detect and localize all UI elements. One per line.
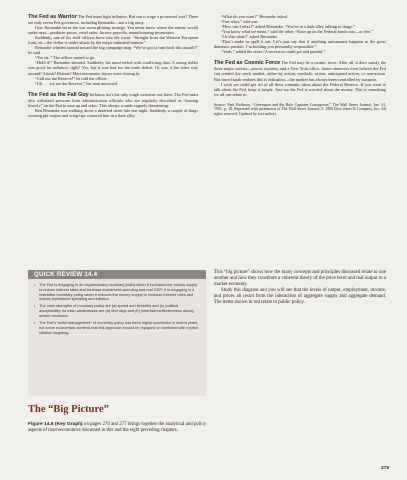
paragraph: “Just relax,” said one.	[221, 19, 259, 25]
paragraph: Study this diagram and you will see that the levels of output, employment, income, and prices all result from the interaction of aggregate supply and aggregate demand. The items shown in red relate to public policy.	[214, 287, 386, 305]
big-picture-explanation	[214, 270, 386, 305]
paragraph: The Fed as the Fall Guy Inflation isn’t the only tough customer out there. The Fed must also withstand pressure from administration officials who are regularly described as “leaning heavily” on the Fed to ease up and relax. This always sounds vaguely threatening:	[28, 91, 198, 108]
paragraph: Ben Bernanke was walking down a deserted street late one night. Suddenly, a couple of thugs wearing pin-stripes and wing-tips cornered him in a dark alley.	[28, 107, 198, 118]
big-picture-intro: Figure 14.6 (Key Graph) on pages 276 and 277 brings together the analytical and policy aspects of macroeconomics discussed in this and the eight preceding chapters.	[28, 422, 206, 433]
right-column	[214, 14, 386, 117]
paragraph: “How can I relax?” asked Bernanke. “You’re in a dark alley talking to thugs.”	[221, 24, 355, 30]
quick-review-box	[28, 270, 206, 396]
paragraph: I wish we could get rid of all these romantic ideas about the Federal Reserve. If you want to talk about the Fed, keep it simple. Just say the Fed is worried about the money. This is something we all can relate to.	[214, 81, 386, 97]
quick-review-list	[28, 279, 206, 335]
paragraph: The Fed as Cosmic Force The Fed may be a cosmic force. After all, it does satisfy the three major criteria—power, mystery, and a New York office. Some observers even believe the Fed can control the stock market, either by action, symbolic action, anticipated action, or non-action. But since Isaiah realizes this is ridiculous—the market has always been controlled by sunspots.	[214, 60, 387, 82]
section-title: The “Big Picture”	[28, 404, 109, 415]
left-column	[28, 14, 198, 118]
section-heading: The Fed as the Fall Guy	[28, 91, 89, 98]
quick-review-item: • The main strengths of monetary policy are (a) speed and flexibility and (b) political acceptability; its main weaknesses are (a) time lags and (b) potential ineffectiveness during severe recession.	[34, 304, 194, 318]
paragraph: The Fed as Warrior The Fed must fight inflation. But can it wage a protracted war? There are only seven Fed governors, including Bernanke—not a big army.	[28, 14, 198, 26]
paragraph: “What do you want?” Bernanke asked.	[221, 14, 288, 19]
figure-reference[interactable]: Figure 14.6 (Key Graph)	[28, 422, 83, 427]
paragraph: Bernanke whirled around toward the big campaign map. “We’ve got to turn back this assault!” he said.	[28, 45, 198, 56]
paragraph: “Don’t make us spell it out. Let’s just say that if anything unfortunate happens to the gross domestic product, I’m holding you personally responsible.”	[214, 39, 386, 50]
bullet-icon: •	[34, 283, 36, 287]
paragraph: This “big picture” shows how the many concepts and principles discussed relate to one another and how they constitute a coherent theory of the price level and real output in a market economy.	[214, 270, 386, 287]
paragraph: “You know what we mean,” said the other. “Ease up on the Federal funds rate—or else.”	[221, 29, 374, 35]
section-heading: The Fed as Warrior	[28, 14, 77, 20]
paragraph: “Call out the Reserve!” he told the officer.	[35, 75, 108, 81]
quick-review-item: • The Fed is engaging in an expansionary monetary policy when it increases the money supply to reduce interest rates and increase investment spending and real GDP; it is engaging in a restrictive monetary policy when it reduces the money supply to increase interest rates and reduce investment spending and inflation.	[34, 283, 198, 302]
paragraph: “Or else what?” asked Bernanke.	[221, 34, 278, 40]
quick-review-title: QUICK REVIEW 14.4	[28, 270, 206, 279]
bullet-icon: •	[34, 304, 36, 309]
quick-review-item: • The Fed’s “artful management” of monetary policy has been highly successful in recent years, but some economists contend that this approach should be replaced or combined with explicit inflation targeting.	[34, 321, 199, 335]
bullet-icon: •	[34, 321, 36, 326]
paragraph: Suddenly, one of his staff officers burst into the room: “Straight from the Western European front, sir—the dollar is under attack by the major industrial nations.”	[28, 35, 198, 46]
paragraph: “Yes sir. ” The officer turned to go.	[35, 55, 96, 61]
paragraph: Gen. Bernanke sat in the war room plotting strategy. You never knew where the enemy would strike next—producer prices, retail sales, factory payrolls, manufacturing inventories.	[28, 25, 198, 36]
paragraph: “Yeah,” added the other.“A recession could get real painful.”	[221, 49, 326, 55]
paragraph: “Hold it!” Bernanke shouted. Suddenly, his mind reeled with conflicting data. A strong dollar was good for inflation, right? Yes, but it was bad for the trade deficit. Or was it the other way around? Attack? Retreat? Macroeconomic forces were closing in.	[28, 60, 198, 76]
paragraph: “Uh . . . we are the Reserve,” the man answered.	[35, 80, 119, 86]
page-number: 279	[380, 466, 389, 471]
source-note: Source: Paul Hoffman, “Greenspan and the Rule Captains Courageous,” The Wall Street Journal, Jan. 31, 1991, p. 18. Reprinted with permission of The Wall Street Journal, © 1990 Dow Jones & Company, Inc. All rights reserved. Updated by text authors.	[214, 102, 386, 117]
section-heading: The Fed as Cosmic Force	[214, 60, 281, 67]
